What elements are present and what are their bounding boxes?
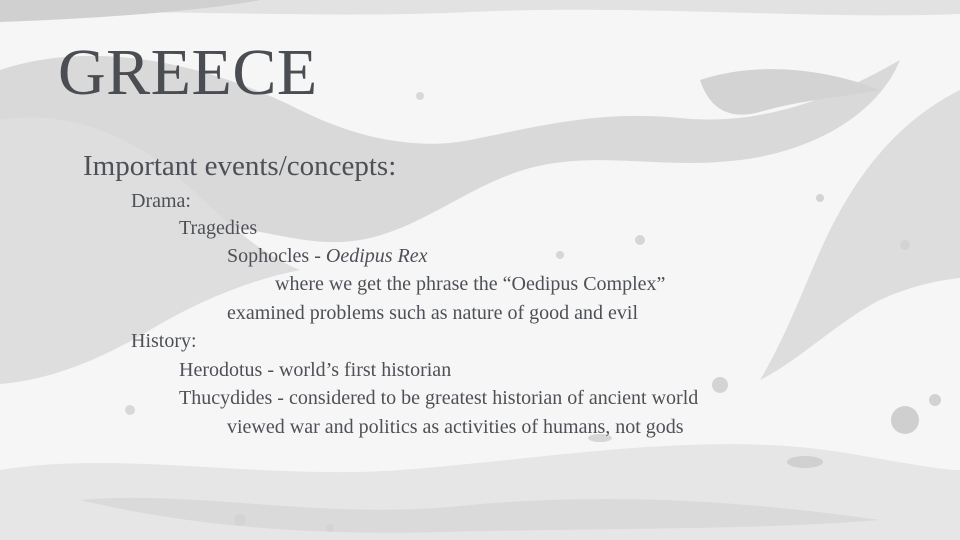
- outline-item-herodotus: Herodotus - world’s first historian: [179, 359, 452, 381]
- outline-item-history: History:: [131, 330, 197, 352]
- outline-item-tragedies: Tragedies: [179, 217, 258, 239]
- outline-item-thucydides: Thucydides - considered to be greatest historian of ancient world: [179, 387, 699, 409]
- outline-item-war-and-politics: viewed war and politics as activities of humans, not gods: [227, 416, 684, 438]
- oedipus-rex-title: Oedipus Rex: [325, 245, 428, 267]
- outline-item-good-and-evil: examined problems such as nature of good and evil: [227, 302, 638, 324]
- outline-item-sophocles: [227, 245, 428, 268]
- outline-item-oedipus-complex: where we get the phrase the “Oedipus Complex”: [275, 273, 666, 295]
- outline-heading: Important events/concepts:: [83, 150, 397, 182]
- outline-item-drama: Drama:: [131, 190, 191, 212]
- sophocles-name: Sophocles -: [227, 245, 326, 267]
- slide-title: GREECE: [58, 36, 318, 109]
